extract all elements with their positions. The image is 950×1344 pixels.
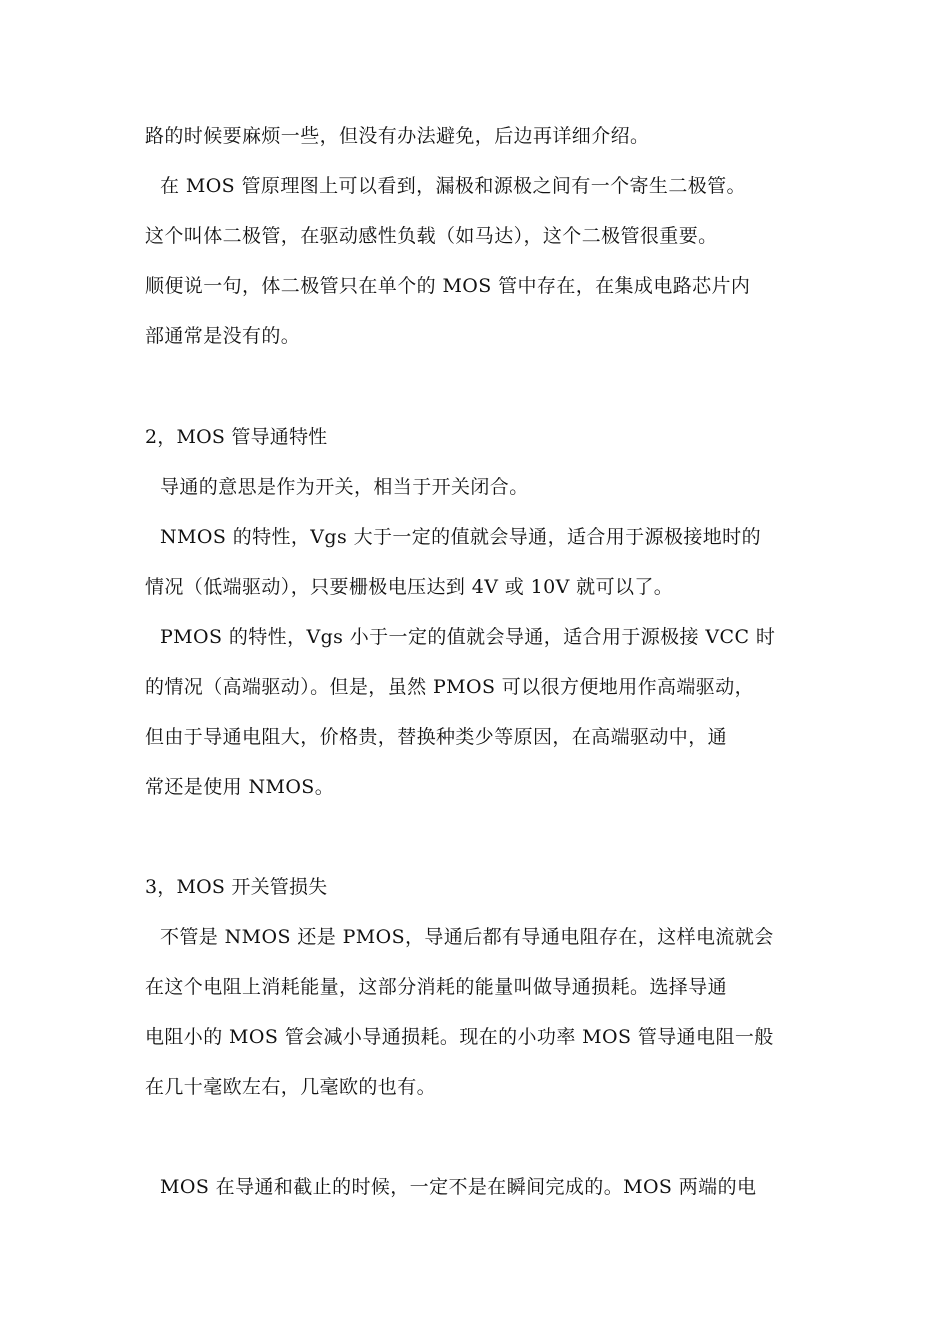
text-line: NMOS 的特性，Vgs 大于一定的值就会导通，适合用于源极接地时的 bbox=[160, 526, 761, 548]
section-heading: 2，MOS 管导通特性 bbox=[145, 426, 328, 448]
text-line: 情况（低端驱动），只要栅极电压达到 4V 或 10V 就可以了。 bbox=[145, 576, 674, 598]
text-line: 顺便说一句，体二极管只在单个的 MOS 管中存在，在集成电路芯片内 bbox=[145, 275, 751, 297]
text-line: 常还是使用 NMOS。 bbox=[145, 776, 335, 798]
text-line: 在 MOS 管原理图上可以看到，漏极和源极之间有一个寄生二极管。 bbox=[160, 175, 746, 197]
section-heading: 3，MOS 开关管损失 bbox=[145, 876, 328, 898]
text-line: 电阻小的 MOS 管会减小导通损耗。现在的小功率 MOS 管导通电阻一般 bbox=[145, 1026, 774, 1048]
text-line: 部通常是没有的。 bbox=[145, 325, 301, 347]
text-line: 的情况（高端驱动）。但是，虽然 PMOS 可以很方便地用作高端驱动， bbox=[145, 676, 755, 698]
text-line: 路的时候要麻烦一些，但没有办法避免，后边再详细介绍。 bbox=[145, 125, 650, 147]
text-line: 不管是 NMOS 还是 PMOS，导通后都有导通电阻存在，这样电流就会 bbox=[160, 926, 774, 948]
text-line: 在几十毫欧左右，几毫欧的也有。 bbox=[145, 1076, 437, 1098]
text-line: MOS 在导通和截止的时候，一定不是在瞬间完成的。MOS 两端的电 bbox=[160, 1176, 757, 1198]
text-line: PMOS 的特性，Vgs 小于一定的值就会导通，适合用于源极接 VCC 时 bbox=[160, 626, 776, 648]
text-line: 导通的意思是作为开关，相当于开关闭合。 bbox=[160, 476, 529, 498]
text-line: 但由于导通电阻大，价格贵，替换种类少等原因，在高端驱动中，通 bbox=[145, 726, 728, 748]
text-line: 这个叫体二极管，在驱动感性负载（如马达），这个二极管很重要。 bbox=[145, 225, 718, 247]
text-line: 在这个电阻上消耗能量，这部分消耗的能量叫做导通损耗。选择导通 bbox=[145, 976, 728, 998]
